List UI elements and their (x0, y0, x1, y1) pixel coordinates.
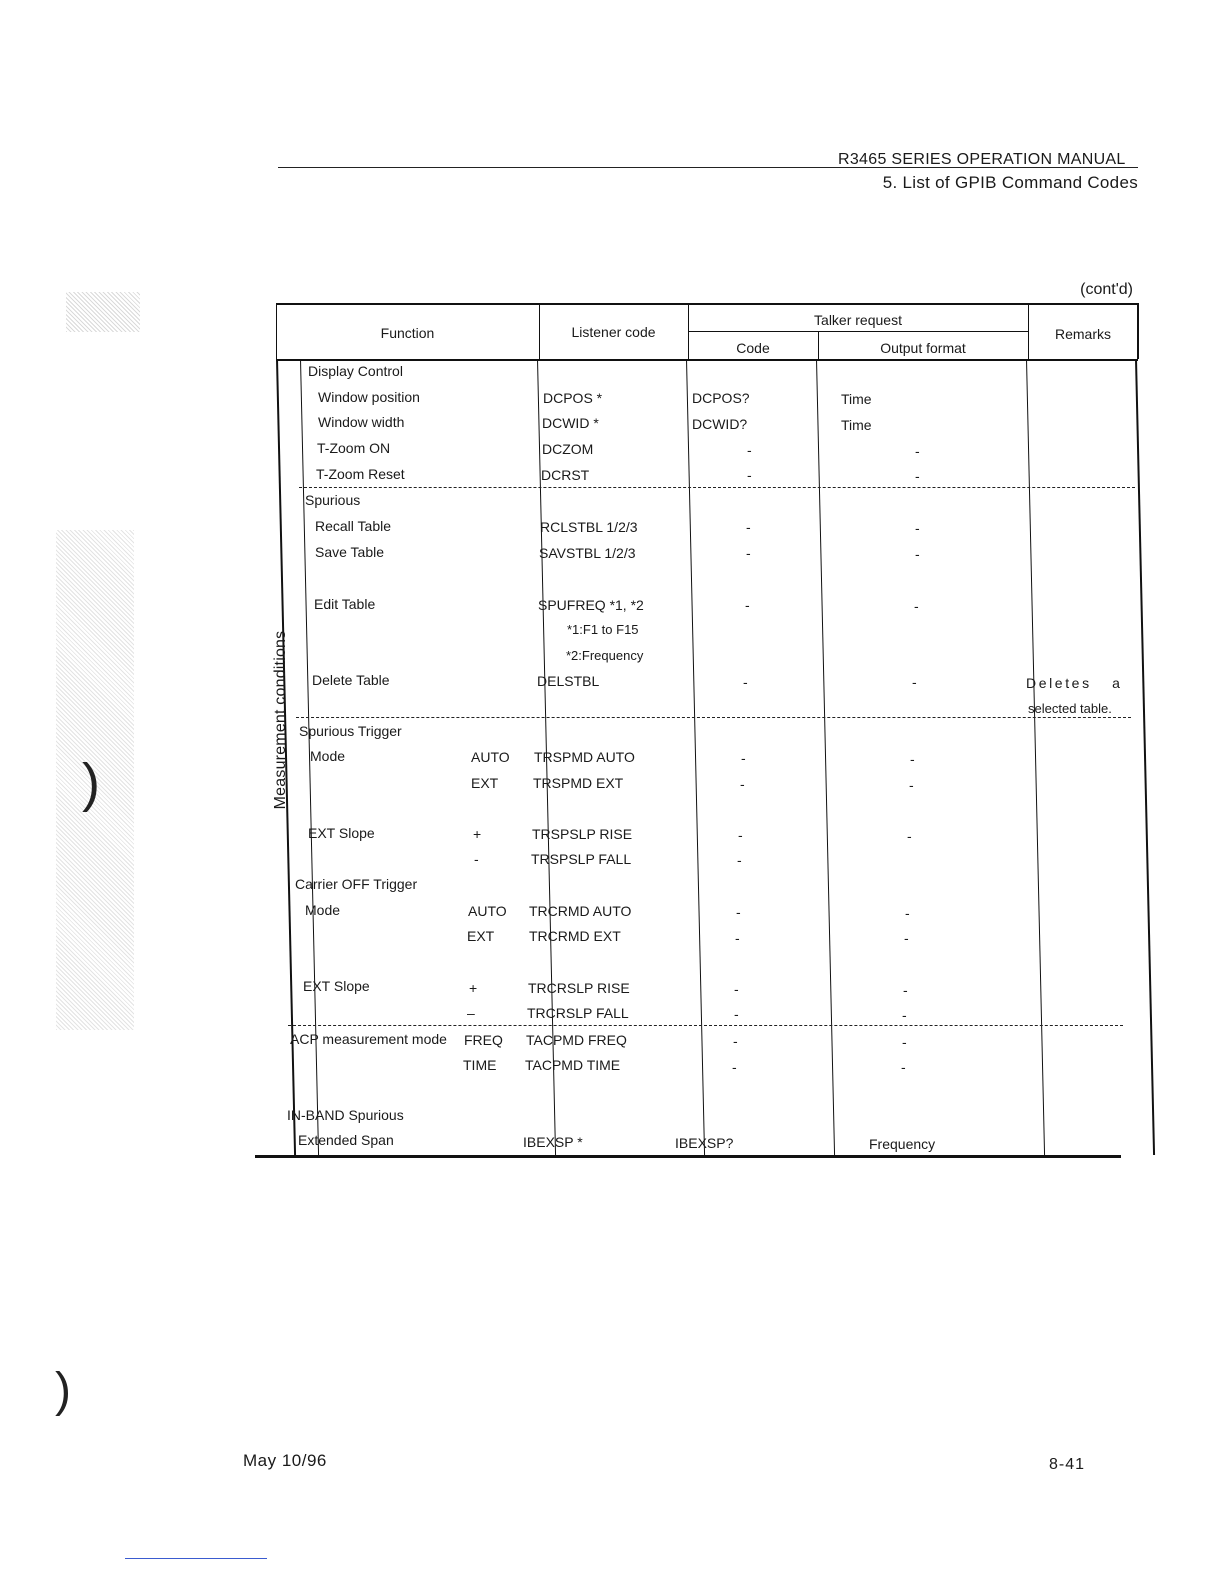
table-cell-format: - (905, 905, 910, 921)
table-cell-listener: TRCRMD EXT (529, 928, 621, 944)
table-cell-format: - (910, 751, 915, 767)
table-cell-option: - (474, 851, 479, 867)
table-cell-format: - (901, 1059, 906, 1075)
table-cell-function: EXT Slope (308, 825, 375, 841)
table-cell-code: - (738, 827, 743, 843)
table-cell-function: Save Table (315, 544, 385, 560)
col-header-talker-request: Talker request (814, 312, 902, 328)
table-cell-function: Extended Span (298, 1132, 394, 1148)
table-cell-function: Spurious (305, 492, 361, 508)
table-cell-function: Delete Table (312, 672, 390, 688)
table-cell-listener: TRSPSLP FALL (531, 851, 632, 867)
table-cell-option: + (469, 980, 478, 996)
table-cell-format: - (902, 1034, 907, 1050)
table-cell-format: - (904, 930, 909, 946)
table-cell-listener: TACPMD TIME (525, 1057, 621, 1073)
table-cell-format: - (915, 443, 920, 459)
table-cell-code: - (746, 519, 751, 535)
table-cell-code: - (735, 930, 740, 946)
table-cell-listener-note: *1:F1 to F15 (567, 622, 639, 637)
table-cell-code: - (745, 597, 750, 613)
talker-subheader-rule (688, 331, 1028, 332)
table-cell-code: - (737, 852, 742, 868)
table-cell-format: Time (841, 391, 872, 407)
group-separator (288, 1025, 1123, 1026)
table-cell-listener: TRSPMD AUTO (534, 749, 635, 765)
table-cell-listener: DCPOS * (543, 390, 603, 406)
header-rule (278, 167, 1138, 168)
table-cell-listener: RCLSTBL 1/2/3 (540, 519, 638, 535)
table-cell-listener: DCZOM (542, 441, 594, 457)
binder-hole-mark: ) (82, 753, 100, 813)
table-cell-listener: SAVSTBL 1/2/3 (539, 545, 636, 561)
table-cell-listener: DCRST (541, 467, 590, 483)
table-cell-code: - (740, 776, 745, 792)
continued-label: (cont'd) (1080, 281, 1133, 298)
table-cell-option: EXT (467, 928, 495, 944)
binder-hole-mark: ) (55, 1364, 71, 1417)
table-cell-function: Spurious Trigger (299, 723, 402, 739)
table-cell-format: - (915, 520, 920, 536)
table-cell-listener: TACPMD FREQ (526, 1032, 627, 1048)
footer-date: May 10/96 (243, 1451, 327, 1470)
table-cell-format: Time (841, 417, 872, 433)
col-divider (1026, 359, 1045, 1155)
table-cell-function: IN-BAND Spurious (287, 1107, 404, 1123)
table-cell-listener: SPUFREQ *1, *2 (538, 597, 644, 613)
table-cell-function: Mode (305, 902, 341, 918)
table-cell-code: - (734, 1006, 739, 1022)
table-cell-function: Carrier OFF Trigger (295, 876, 418, 892)
table-cell-function: Window position (318, 389, 420, 405)
section-title: 5. List of GPIB Command Codes (882, 173, 1138, 192)
table-cell-code: - (733, 1033, 738, 1049)
table-cell-listener: TRSPMD EXT (533, 775, 624, 791)
table-cell-code: - (747, 442, 752, 458)
col-header-code: Code (736, 340, 770, 356)
table-cell-listener: DELSTBL (537, 673, 600, 689)
table-cell-listener: TRCRSLP RISE (528, 980, 630, 996)
table-cell-code: - (734, 981, 739, 997)
table-cell-listener-note: *2:Frequency (566, 648, 644, 663)
table-cell-listener: TRCRMD AUTO (529, 903, 632, 919)
table-cell-listener: DCWID * (542, 415, 599, 431)
table-right-border (1135, 359, 1155, 1155)
table-cell-format: - (912, 674, 917, 690)
table-cell-option: AUTO (471, 749, 510, 765)
table-cell-listener: IBEXSP * (523, 1134, 583, 1150)
manual-title: R3465 SERIES OPERATION MANUAL (838, 151, 1126, 168)
table-cell-function: Edit Table (314, 596, 376, 612)
side-label-measurement-conditions: Measurement conditions (272, 630, 289, 810)
table-cell-code: IBEXSP? (675, 1135, 734, 1151)
table-cell-function: EXT Slope (303, 978, 370, 994)
table-cell-function: Recall Table (315, 518, 392, 534)
header-bottom-border (276, 359, 1138, 361)
table-cell-function: Display Control (308, 363, 403, 379)
table-cell-format: Frequency (869, 1136, 936, 1152)
scan-noise (66, 292, 140, 332)
table-cell-option: + (473, 826, 482, 842)
table-cell-code: - (747, 467, 752, 483)
table-cell-option: EXT (471, 775, 499, 791)
table-cell-format: - (909, 777, 914, 793)
table-cell-code: - (746, 545, 751, 561)
table-cell-format: - (915, 546, 920, 562)
table-cell-code: - (736, 904, 741, 920)
table-cell-format: - (907, 828, 912, 844)
table-cell-function: T-Zoom ON (317, 440, 391, 456)
table-cell-option: – (467, 1005, 475, 1021)
table-cell-function: Mode (310, 748, 346, 764)
col-header-listener-code: Listener code (571, 324, 656, 340)
table-cell-code: - (743, 674, 748, 690)
page-number: 8-41 (1049, 1456, 1086, 1473)
table-bottom-border (255, 1155, 1121, 1158)
bottom-underline (125, 1558, 267, 1559)
table-cell-remarks: Deletes a (1026, 675, 1123, 691)
table-cell-option: TIME (463, 1057, 497, 1073)
col-header-output-format: Output format (880, 340, 966, 356)
table-cell-option: FREQ (464, 1032, 503, 1048)
table-cell-listener: TRSPSLP RISE (532, 826, 633, 842)
table-cell-option: AUTO (468, 903, 507, 919)
table-cell-function: ACP measurement mode (290, 1031, 447, 1047)
col-divider (816, 359, 835, 1155)
table-cell-code: DCPOS? (692, 390, 750, 406)
col-divider (686, 359, 705, 1155)
col-header-remarks: Remarks (1054, 326, 1111, 342)
table-cell-code: DCWID? (692, 416, 748, 432)
table-cell-format: - (915, 468, 920, 484)
table-cell-function: Window width (318, 414, 405, 430)
table-cell-remarks: selected table. (1028, 701, 1112, 716)
table-cell-code: - (741, 750, 746, 766)
table-cell-format: - (902, 1007, 907, 1023)
group-separator (299, 487, 1135, 488)
table-cell-listener: TRCRSLP FALL (527, 1005, 629, 1021)
table-cell-code: - (732, 1059, 737, 1075)
table-cell-function: T-Zoom Reset (316, 466, 405, 482)
col-header-function: Function (380, 325, 435, 341)
group-separator (296, 717, 1131, 718)
table-cell-format: - (903, 982, 908, 998)
table-cell-format: - (914, 598, 919, 614)
table-top-border (276, 303, 1138, 305)
